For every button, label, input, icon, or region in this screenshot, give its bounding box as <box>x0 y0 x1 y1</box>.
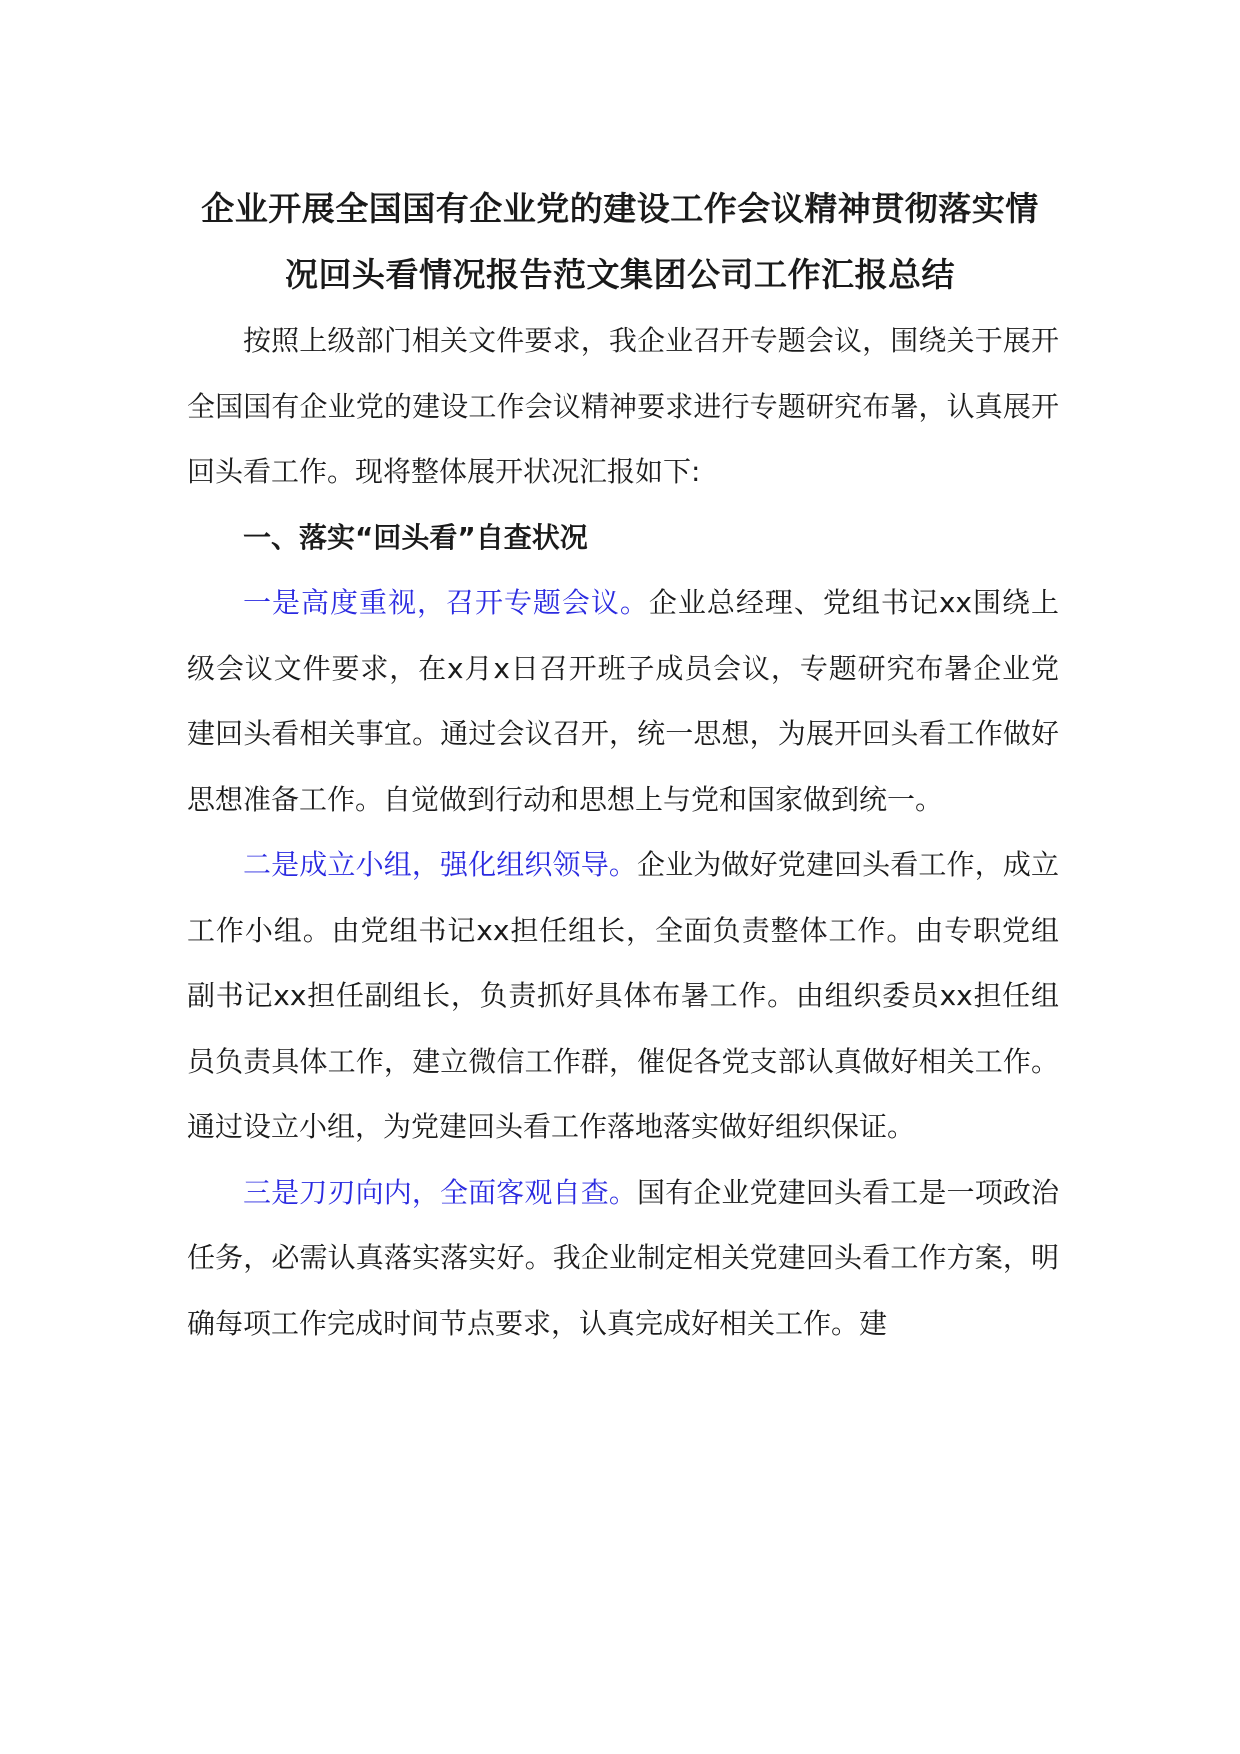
item-lead-2: 二是成立小组，强化组织领导。 <box>243 848 637 881</box>
item-paragraph-3 <box>187 1160 1059 1357</box>
item-text-2: 企业为做好党建回头看工作，成立工作小组。由党组书记xx担任组长，全面负责整体工作。由专职党组副书记xx担任副组长，负责抓好具体布暑工作。由组织委员xx担任组员负责具体工作，建立微信工作群，催促各党支部认真做好相关工作。通过设立小组，为党建回头看工作落地落实做好组织保证。 <box>187 848 1059 1143</box>
item-paragraph-2 <box>187 832 1059 1160</box>
document-body <box>187 308 1059 1356</box>
item-text-1: 企业总经理、党组书记xx围绕上级会议文件要求，在x月x日召开班子成员会议，专题研究布暑企业党建回头看相关事宜。通过会议召开，统一思想，为展开回头看工作做好思想准备工作。自觉做到行动和思想上与党和国家做到统一。 <box>187 586 1059 816</box>
item-lead-1: 一是高度重视，召开专题会议。 <box>243 586 649 619</box>
document-title: 企业开展全国国有企业党的建设工作会议精神贯彻落实情况回头看情况报告范文集团公司工作汇报总结 <box>201 189 1039 294</box>
item-paragraph-1 <box>187 570 1059 832</box>
intro-paragraph: 按照上级部门相关文件要求，我企业召开专题会议，围绕关于展开全国国有企业党的建设工作会议精神要求进行专题研究布暑，认真展开回头看工作。现将整体展开状况汇报如下: <box>187 324 1059 488</box>
item-lead-3: 三是刀刃向内，全面客观自查。 <box>243 1175 637 1209</box>
item-text-3: 国有企业党建回头看工是一项政治任务，必需认真落实落实好。我企业制定相关党建回头看工作方案，明确每项工作完成时间节点要求，认真完成好相关工作。建 <box>187 1175 1059 1340</box>
section-heading: 一、落实“回头看”自查状况 <box>243 520 588 554</box>
